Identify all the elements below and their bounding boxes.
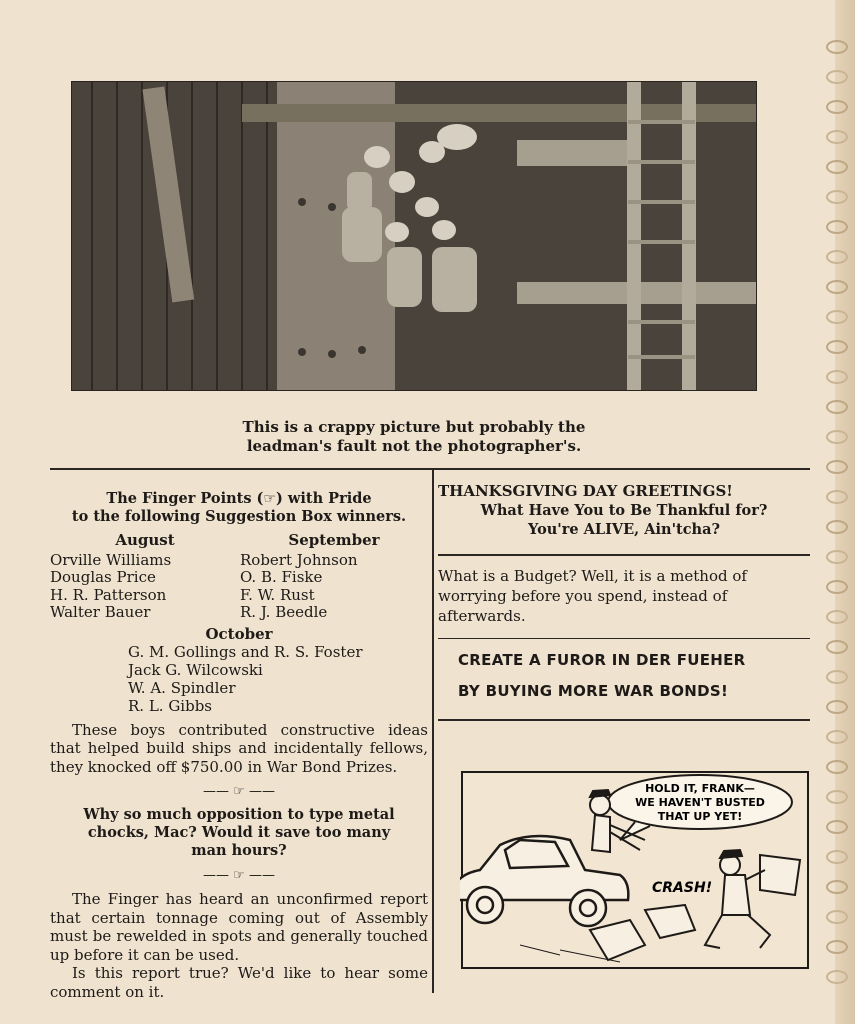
finger-divider-2: —— ☞ —— [203, 868, 275, 883]
page-edge [835, 0, 855, 1024]
right-column [438, 482, 810, 721]
bonds-line-1: CREATE A FUROR IN DER FUEHER [458, 651, 746, 669]
winner-name: H. R. Patterson [50, 585, 167, 604]
bubble-line-1: HOLD IT, FRANK— [645, 782, 755, 795]
crash-sound: CRASH! [652, 880, 713, 896]
winner-name: Orville Williams [50, 550, 172, 569]
budget-joke: What is a Budget? Well, it is a method of worrying before you spend, instead of afterwards. [438, 566, 747, 625]
august-column [50, 532, 240, 622]
question-line-1: Why so much opposition to type metal [83, 806, 395, 823]
photo-caption [72, 418, 756, 456]
october-list [128, 643, 428, 715]
report-paragraph: The Finger has heard an unconfirmed report that certain tonnage coming out of Assembly must be rewelded in spots and generally touched up before it can be used. [50, 890, 428, 964]
winner-name: Walter Bauer [50, 603, 151, 621]
suggestion-heading [50, 490, 428, 526]
type-metal-question [50, 806, 428, 860]
suggestion-title-line2: to the following Suggestion Box winners. [71, 508, 407, 525]
bubble-line-2: WE HAVEN'T BUSTED [635, 796, 765, 809]
winner-name: Jack G. Wilcowski [128, 660, 263, 679]
winner-name: R. J. Beedle [240, 603, 328, 621]
cartoon-illustration [460, 770, 810, 970]
pointing-hand-icon: ☞ [263, 491, 276, 507]
suggestion-title-part1: The Finger Points ( [106, 490, 264, 507]
question-line-3: man hours? [191, 842, 287, 859]
pointing-hand-icon: ☞ [233, 784, 245, 799]
left-column [50, 490, 428, 1001]
bubble-line-3: THAT UP YET! [657, 810, 743, 823]
winners-table [50, 532, 428, 622]
horizontal-rule [438, 719, 810, 721]
horizontal-rule-top [50, 468, 810, 470]
suggestion-title-part2: ) with Pride [275, 490, 372, 507]
winner-name: F. W. Rust [240, 585, 315, 604]
horizontal-rule [438, 554, 810, 556]
finger-divider-1: —— ☞ —— [203, 784, 275, 799]
thanksgiving-line-3: You're ALIVE, Ain'tcha? [528, 521, 720, 538]
winner-name: Robert Johnson [240, 550, 358, 569]
winner-name: O. B. Fiske [240, 568, 323, 586]
september-column [240, 532, 428, 622]
pointing-hand-icon: ☞ [233, 868, 245, 883]
war-bonds-slogan [438, 645, 810, 707]
bonds-line-2: BY BUYING MORE WAR BONDS! [458, 682, 729, 700]
august-label: August [115, 531, 175, 549]
winner-name: Douglas Price [50, 568, 156, 586]
suggestion-paragraph: These boys contributed constructive ideas that helped build ships and incidentally fellows, they knocked off $750.00 in War Bond Prizes. [50, 720, 428, 776]
thanksgiving-line-2: What Have You to Be Thankful for? [480, 502, 768, 519]
horizontal-rule [438, 638, 810, 640]
september-label: September [288, 531, 380, 549]
winner-name: W. A. Spindler [128, 678, 236, 697]
caption-line-1: This is a crappy picture but probably the [242, 418, 586, 436]
october-label: October [205, 624, 273, 643]
winner-name: G. M. Gollings and R. S. Foster [128, 642, 363, 661]
caption-line-2: leadman's fault not the photographer's. [246, 437, 582, 455]
question-line-2: chocks, Mac? Would it save too many [87, 824, 391, 841]
winner-name: R. L. Gibbs [128, 696, 213, 715]
column-divider [432, 468, 434, 993]
thanksgiving-heading: THANKSGIVING DAY GREETINGS! [438, 482, 733, 500]
shipyard-photo [72, 82, 756, 390]
report-question: Is this report true? We'd like to hear some comment on it. [50, 964, 428, 1001]
